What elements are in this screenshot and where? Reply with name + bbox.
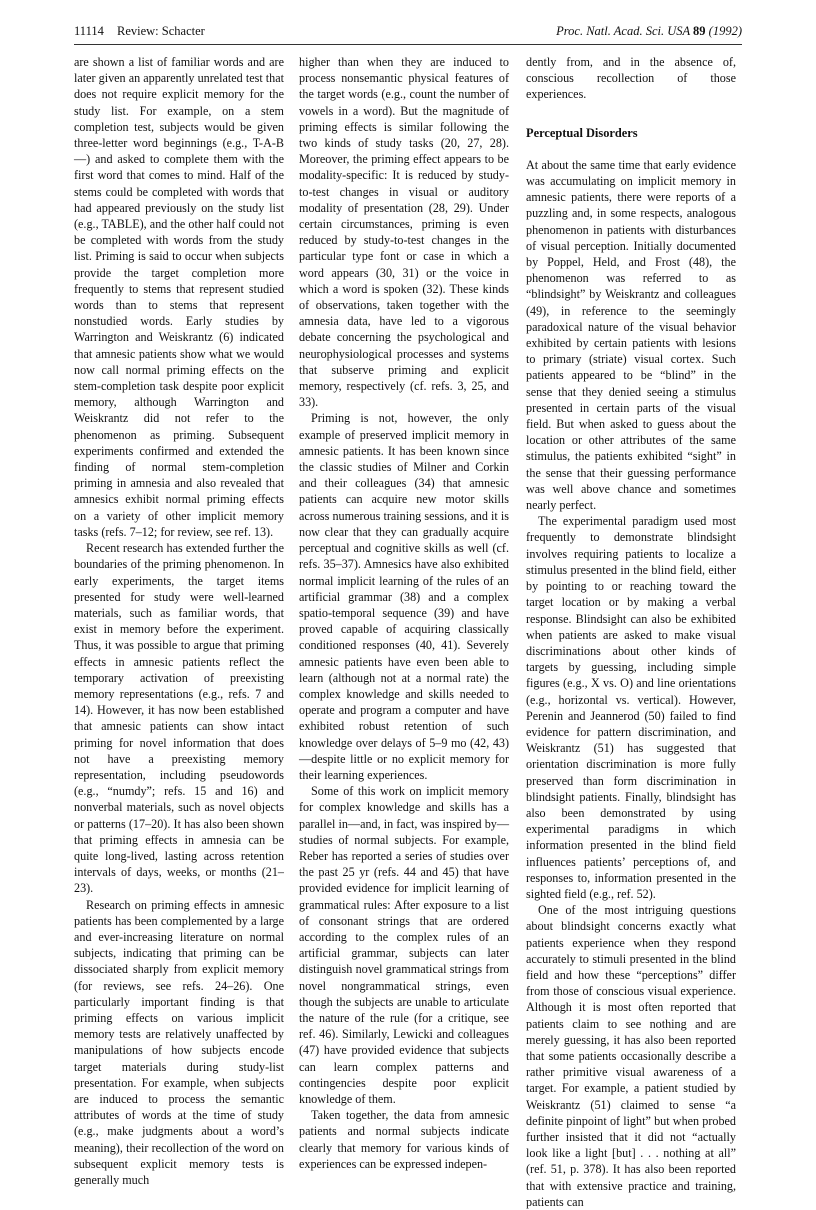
- column-3: [526, 54, 736, 1210]
- page-number: 11114: [74, 24, 104, 38]
- running-header: [74, 24, 742, 44]
- paragraph: are shown a list of familiar words and are later given an apparently unrelated test that does not require explicit memory for the study list. For example, on a stem completion test, subjects would be given three-letter word beginnings (e.g., T-A-B—) and asked to complete them with the first word that comes to mind. Half of the stems could be completed with words that had appeared previously on the study list (e.g., TABLE), and the other half could not be completed with words from the study list. Priming is said to occur when subjects provide the target completion more frequently to stems that represent studied words than to stems that represent nonstudied words. Early studies by Warrington and Weiskrantz (6) indicated that amnesic patients show what we would now call normal priming effects on the stem-completion task despite poor explicit memory, although Warrington and Weiskrantz did not refer to the phenomenon as priming. Subsequent experiments confirmed and extended the finding of normal stem-completion priming in amnesia and also revealed that amnesics exhibit normal priming effects on a variety of other implicit memory tasks (refs. 7–12; for review, see ref. 13).: [74, 55, 284, 539]
- paragraph: Recent research has extended further the boundaries of the priming phenomenon. In early experiments, the target items presented for study were well-learned materials, such as familiar words, that exist in memory before the experiment. Thus, it was possible to argue that priming effects in amnesic patients reflect the temporary activation of preexisting memory representations (e.g., refs. 7 and 14). However, it has now been established that amnesic patients can show intact priming for novel information that does not have a preexisting memory representation, including pseudowords (e.g., “numdy”; refs. 15 and 16) and nonverbal materials, such as novel objects or patterns (17–20). It has also been shown that priming effects in amnesia can be quite long-lived, lasting across retention intervals of days, weeks, or months (21–23).: [74, 541, 284, 896]
- paragraph: The experimental paradigm used most frequently to demonstrate blindsight involves requiring patients to localize a stimulus presented in the blind field, either by pointing to or reaching toward the target location or by making a verbal response. Blindsight can also be exhibited when patients are asked to make visual discriminations about other kinds of targets by guessing, including simple figures (e.g., X vs. O) and line orientations (e.g., horizontal vs. vertical). However, Perenin and Jeannerod (50) failed to find evidence for pattern discrimination, and Weiskrantz (51) has suggested that orientation discrimination is more fully preserved than form discrimination in blindsight patients. Finally, blindsight has also been demonstrated by using experimental paradigms in which information presented in the blind field influences patients’ perceptions of, and responses to, information presented in the sighted field (e.g., ref. 52).: [526, 514, 736, 901]
- paragraph: Some of this work on implicit memory for complex knowledge and skills has a parallel in—and, in fact, was inspired by—studies of normal subjects. For example, Reber has reported a series of studies over the past 25 yr (refs. 44 and 45) that have provided evidence for implicit learning of grammatical rules: After exposure to a list of consonant strings that are ordered according to the complex rules of an artificial grammar, subjects can later distinguish novel grammatical strings from novel nongrammatical strings, even though the subjects are unable to articulate the nature of the rule (for a critique, see ref. 46). Similarly, Lewicki and colleagues (47) have provided evidence that subjects can learn complex patterns and contingencies despite poor explicit knowledge of them.: [299, 784, 509, 1106]
- section-heading: Perceptual Disorders: [526, 125, 638, 140]
- paragraph: At about the same time that early evidence was accumulating on implicit memory in amnesic patients, there were reports of a puzzling and, in some respects, analogous phenomenon in patients with disturbances of visual perception. Initially documented by Poppel, Held, and Frost (48), the phenomenon was referred to as “blindsight” by Weiskrantz and colleagues (49), in reference to the seemingly paradoxical nature of the visual behavior exhibited by certain patients with lesions to primary (striate) visual cortex. Such patients appeared to be “blind” in the sense that they denied seeing a stimulus presented in certain parts of the visual field. But when asked to guess about the location or other attributes of the same stimulus, the patients exhibited “sight” in the sense that their guessing performance was well above chance and sometimes nearly perfect.: [526, 157, 736, 513]
- paragraph: Taken together, the data from amnesic patients and normal subjects indicate clearly that memory for various kinds of experiences can be expressed indepen-: [299, 1108, 509, 1171]
- running-title: Review: Schacter: [116, 24, 205, 38]
- journal-year: (1992): [708, 24, 742, 38]
- header-rule: [74, 44, 742, 45]
- paragraph: Priming is not, however, the only example of preserved implicit memory in amnesic patients. It has been known since the classic studies of Milner and Corkin and their colleagues (34) that amnesic patients can acquire new motor skills across numerous training sessions, and it is now clear that they can gradually acquire perceptual and cognitive skills as well (cf. refs. 35–37). Amnesics have also exhibited normal implicit learning of the rules of an artificial grammar (38) and a complex spatio-temporal sequence (39) and have proved capable of acquiring classically conditioned responses (40, 41). Severely amnesic patients have even been able to learn (although not at a normal rate) the complex knowledge and skills needed to operate and program a computer and have exhibited robust retention of such knowledge over delays of 5–9 mo (42, 43)—despite little or no explicit memory for their learning experiences.: [299, 411, 509, 782]
- header-left: [74, 24, 205, 39]
- journal-name: Proc. Natl. Acad. Sci. USA: [556, 24, 690, 38]
- column-2: [299, 54, 509, 1172]
- paragraph: Research on priming effects in amnesic patients has been complemented by a large and ever-increasing literature on normal subjects, indicating that priming can be dissociated sharply from explicit memory (for reviews, see refs. 24–26). One particularly important finding is that priming effects on various implicit memory tests are relatively unaffected by manipulations of how subjects encode target materials during study-list presentation. For example, when subjects are induced to process the semantic attributes of words at the time of study (e.g., make judgments about a word’s meaning), their recollection of the word on subsequent explicit memory tests is generally much: [74, 897, 284, 1188]
- journal-citation: [556, 24, 742, 39]
- column-1: [74, 54, 284, 1188]
- paragraph: One of the most intriguing questions about blindsight concerns exactly what patients experience when they respond accurately to stimuli presented in the blind field and how these “perceptions” differ from those of conscious visual experience. Although it is most often reported that patients claim to see nothing and are merely guessing, it has also been reported that some patients occasionally describe a rather primitive visual awareness of a target. For example, a patient studied by Weiskrantz (51) claimed to sense “a definite pinpoint of light” but when probed further insisted that it did not “actually look like a light [but] . . . nothing at all” (ref. 51, p. 378). It has also been reported that with extensive practice and training, patients can: [526, 903, 736, 1209]
- journal-volume: 89: [693, 24, 706, 38]
- paragraph: dently from, and in the absence of, conscious recollection of those experiences.: [526, 55, 736, 102]
- paragraph: higher than when they are induced to process nonsemantic physical features of the target words (e.g., count the number of vowels in a word). But the magnitude of priming effects is similar following the two kinds of study tasks (20, 27, 28). Moreover, the priming effect appears to be modality-specific: It is reduced by study-to-test changes in visual or auditory modality of presentation (28, 29). Under certain circumstances, priming is even reduced by study-to-test changes in the particular type font or case in which a word appears (30, 31) or the voice in which a word is spoken (32). These kinds of observations, taken together with the amnesia data, have led to a vigorous debate concerning the psychological and neurophysiological processes and systems that subserve priming and explicit memory, respectively (cf. refs. 3, 25, and 33).: [299, 55, 509, 410]
